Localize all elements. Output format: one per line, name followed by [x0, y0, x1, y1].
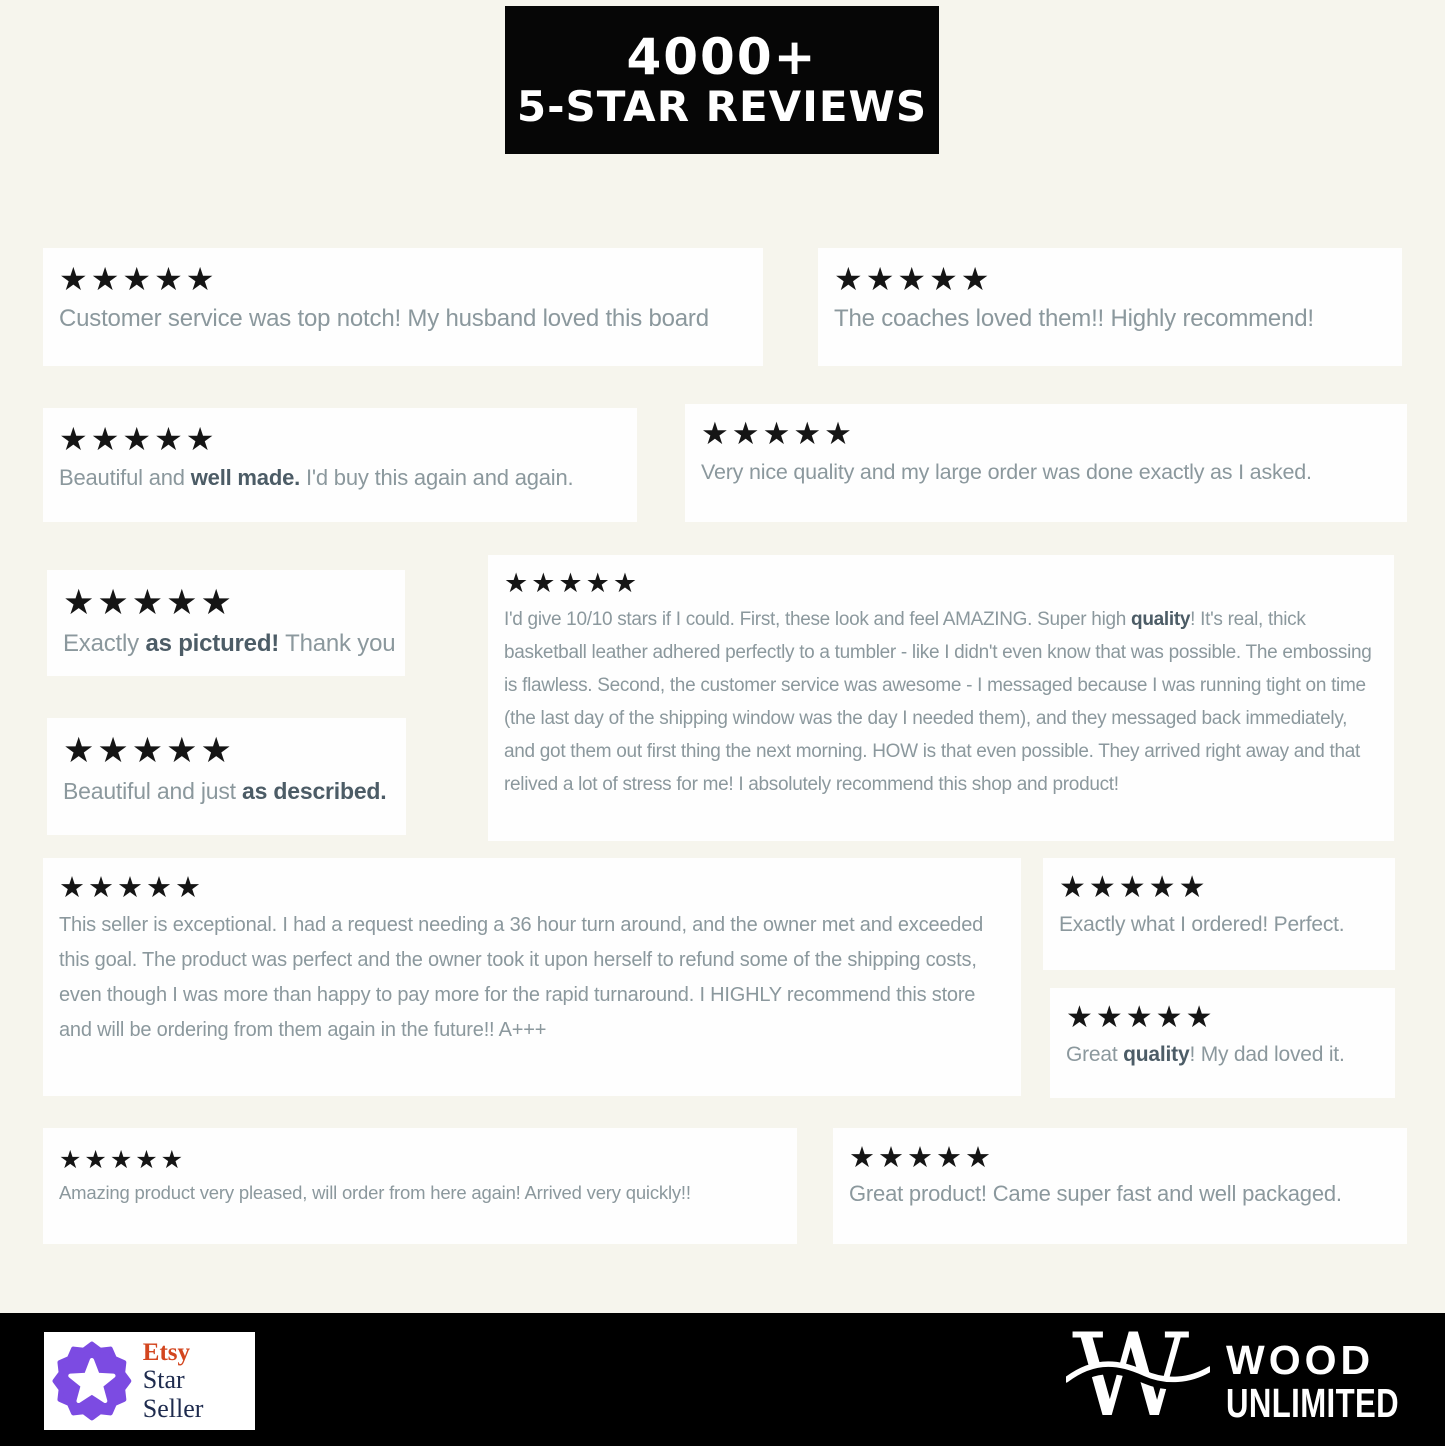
review-text-segment: Beautiful and just [63, 778, 243, 805]
review-text [701, 460, 1391, 485]
star-seller-label: Star Seller [142, 1365, 204, 1423]
star-rating: ★★★★★ [59, 260, 218, 298]
wood-logo-text [1226, 1336, 1445, 1426]
review-text-segment: Exactly [63, 630, 146, 658]
review-card [488, 555, 1394, 841]
review-card [47, 718, 406, 835]
star-rating: ★★★★★ [504, 568, 641, 599]
review-card [43, 858, 1021, 1096]
review-text-segment: Amazing product very pleased, will order from here again! Arrived very quickly!! [59, 1181, 691, 1203]
star-rating: ★★★★★ [849, 1140, 994, 1174]
star-seal-icon [50, 1338, 134, 1424]
review-card [43, 408, 637, 522]
review-card [1043, 858, 1395, 970]
footer-bar [0, 1309, 1445, 1446]
star-rating: ★★★★★ [701, 416, 855, 452]
star-rating: ★★★★★ [834, 260, 993, 298]
etsy-badge-text [143, 1339, 249, 1424]
star-rating: ★★★★★ [63, 731, 235, 771]
etsy-star-seller-badge [44, 1332, 255, 1430]
review-text [63, 778, 390, 805]
review-text [59, 305, 747, 333]
monogram-letter: W [1072, 1309, 1190, 1442]
review-text-segment: The coaches loved them!! Highly recommend! [834, 304, 1314, 332]
star-rating: ★★★★★ [59, 870, 204, 904]
review-card [43, 1128, 797, 1244]
review-text [834, 305, 1386, 333]
review-card [833, 1128, 1407, 1244]
review-text-segment: ! My dad loved it. [1189, 1042, 1345, 1066]
star-rating: ★★★★★ [59, 1145, 187, 1174]
review-card [685, 404, 1407, 522]
review-text-bold: as pictured! [145, 630, 280, 658]
star-rating: ★★★★★ [59, 420, 218, 458]
star-rating: ★★★★★ [1066, 1000, 1216, 1035]
review-text-bold: quality [1131, 609, 1191, 631]
review-text-segment: Great [1066, 1042, 1124, 1066]
review-text [1059, 913, 1379, 937]
review-text-bold: well made. [190, 464, 301, 490]
wood-unlimited-logo [1072, 1309, 1445, 1442]
review-text-segment: I'd buy this again and again. [300, 464, 574, 490]
star-rating: ★★★★★ [63, 583, 235, 623]
review-card [47, 570, 405, 676]
review-text-segment: Very nice quality and my large order was done exactly as I asked. [701, 459, 1312, 484]
header-banner [505, 6, 939, 154]
review-text [849, 1181, 1391, 1207]
review-text-segment: I'd give 10/10 stars if I could. First, these look and feel AMAZING. Super high [504, 609, 1132, 631]
review-card [1050, 988, 1395, 1098]
etsy-brand: Etsy [142, 1338, 191, 1366]
review-text [63, 630, 396, 658]
review-text-bold: as described. [242, 778, 387, 805]
review-text [59, 908, 1005, 1048]
review-text-segment: Great product! Came super fast and well packaged. [849, 1181, 1342, 1207]
review-text-segment: Exactly what I ordered! Perfect. [1059, 912, 1345, 936]
review-text [504, 603, 1378, 801]
wave-swoosh-icon [1066, 1309, 1210, 1442]
header-count: 4000+ [626, 28, 818, 86]
wood-monogram [1072, 1309, 1204, 1442]
review-text-segment: Thank you [279, 630, 396, 658]
review-card [43, 248, 763, 366]
header-subtitle: 5-STAR REVIEWS [516, 82, 928, 131]
review-text-segment: Customer service was top notch! My husband loved this board [59, 304, 709, 332]
review-text-segment: This seller is exceptional. I had a request needing a 36 hour turn around, and the owner met and exceeded this goal. The product was perfect and the owner took it upon herself to refund some of the shipping costs, even though I was more than happy to pay more for the rapid turnaround. I HIGHLY recommend this store and will be ordering from them again in the future!! A+++ [59, 914, 984, 1042]
review-text-segment: Beautiful and [59, 464, 191, 490]
wood-line2: UNLIMITED [1226, 1380, 1400, 1426]
review-text [1066, 1043, 1379, 1067]
review-text-bold: quality [1123, 1042, 1190, 1066]
wood-line1: WOOD [1226, 1336, 1375, 1383]
review-text [59, 465, 621, 491]
review-text-segment: ! It's real, thick basketball leather adhered perfectly to a tumbler - like I didn't even know that was possible. The embossing is flawless. Second, the customer service was awesome - I messaged because I was running tight on time (the last day of the shipping window was the day I needed them), and they messaged back immediately, and got them out first thing the next morning. HOW is that even possible. They arrived right away and that relived a lot of stress for me! I absolutely recommend this shop and product! [504, 609, 1372, 796]
star-rating: ★★★★★ [1059, 870, 1209, 905]
review-text [59, 1182, 781, 1204]
review-card [818, 248, 1402, 366]
